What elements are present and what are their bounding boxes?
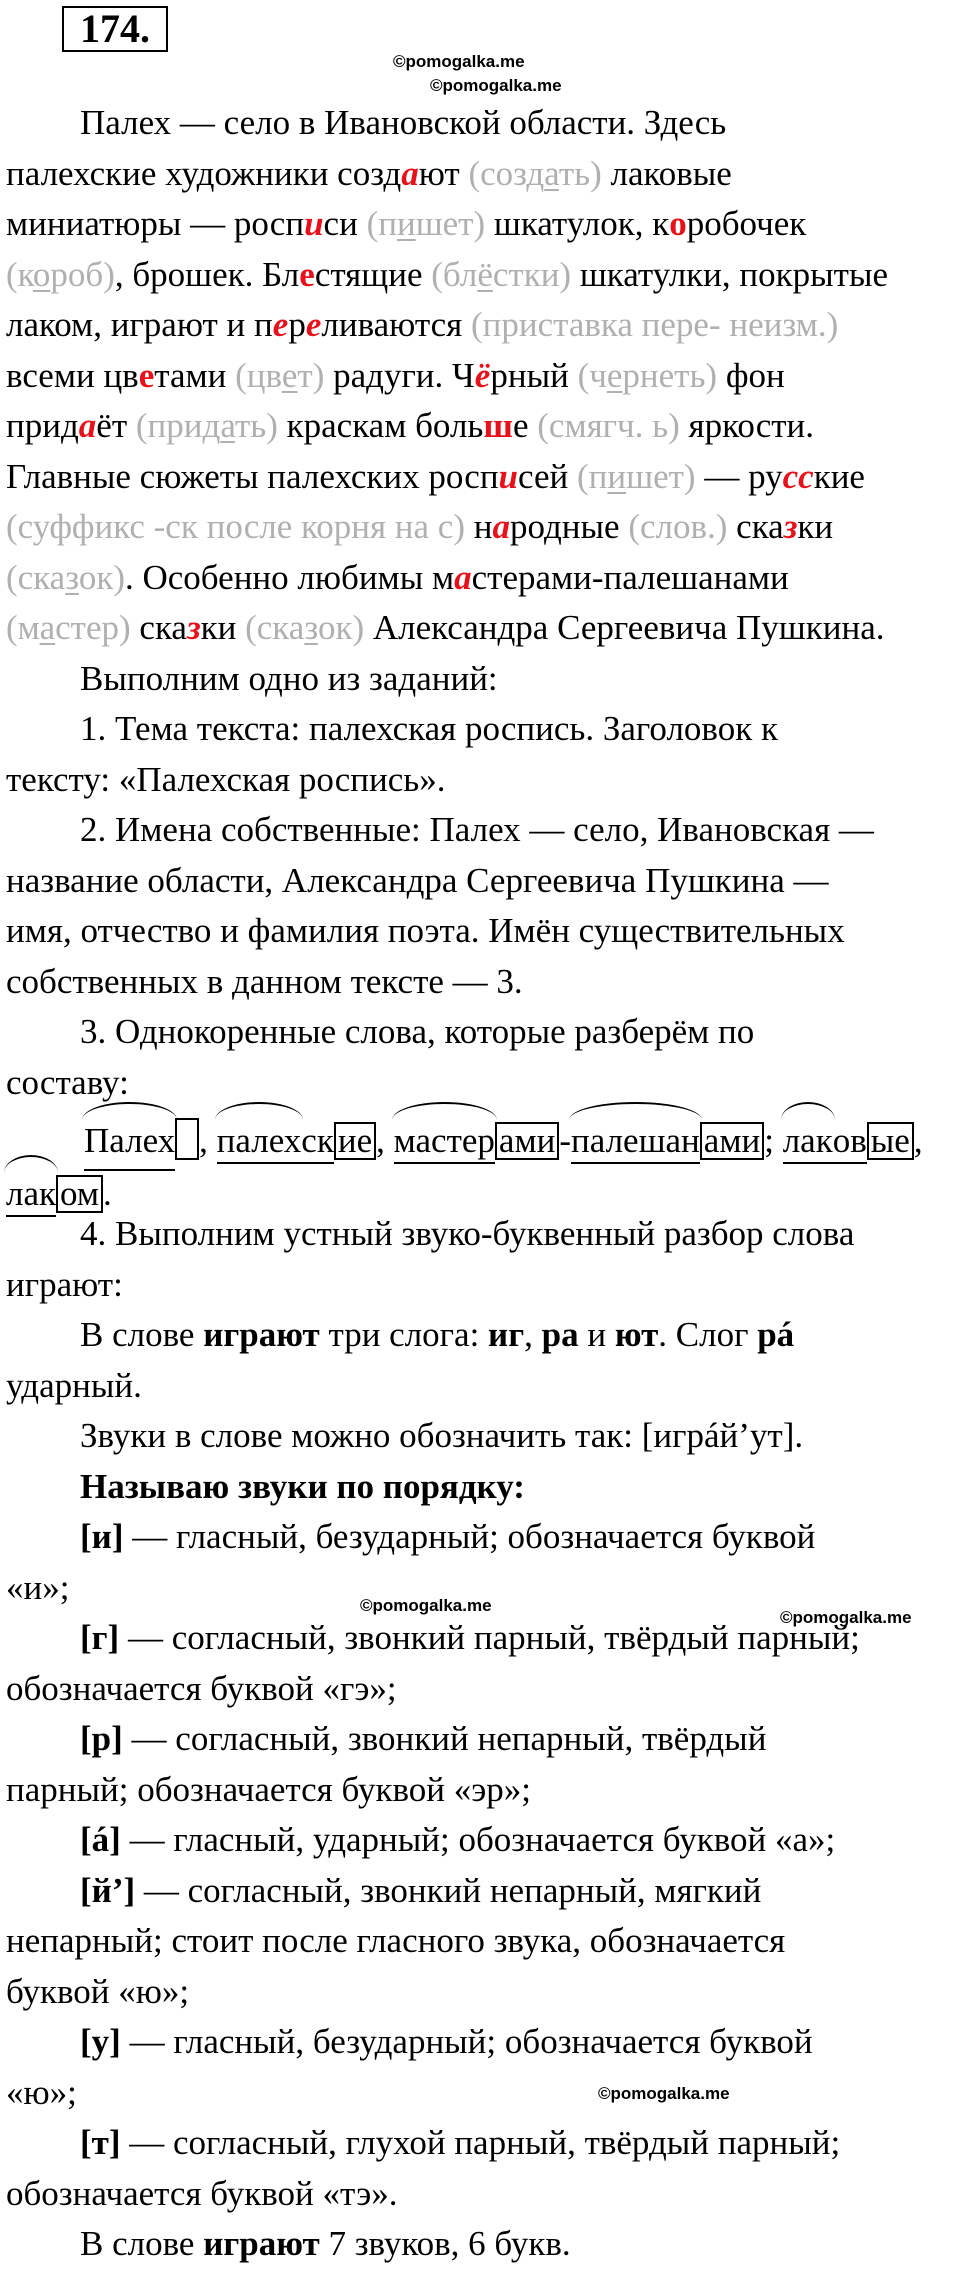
text-line: имя, отчество и фамилия поэта. Имён существительных <box>6 911 845 950</box>
word-base: лаков <box>783 1121 867 1164</box>
text-line: Главные сюжеты палехских росписей (пишет) — русские <box>6 456 865 496</box>
word-base <box>6 1174 56 1217</box>
text-line: Палех — село в Ивановской области. Здесь <box>80 103 727 142</box>
text-line: 3. Однокоренные слова, которые разберём по <box>80 1012 755 1051</box>
word-ending: ом <box>56 1175 103 1213</box>
word-root: палех <box>217 1116 302 1167</box>
word-root: палешан <box>571 1116 700 1167</box>
watermark: ©pomogalka.me <box>360 1596 492 1615</box>
word-ending: ие <box>334 1122 376 1160</box>
word-root: мастер <box>394 1116 495 1167</box>
text-line: 4. Выполним устный звуко-буквенный разбор слова <box>80 1214 855 1253</box>
text-line: В слове играют 7 звуков, 6 букв. <box>80 2224 571 2263</box>
text-line: Называю звуки по порядку: <box>80 1466 525 1506</box>
text-line: составу: <box>6 1062 129 1102</box>
text-line: миниатюры — росписи (пишет) шкатулок, коробочек <box>6 204 807 243</box>
word-ending: ые <box>867 1122 914 1160</box>
watermark: ©pomogalka.me <box>430 76 562 95</box>
word-ending: ами <box>495 1122 559 1160</box>
text-line: [у] — гласный, безударный; обозначается буквой <box>80 2022 813 2061</box>
text-line: тексту: «Палехская роспись». <box>6 759 446 799</box>
text-line: [г] — согласный, звонкий парный, твёрдый парный; <box>80 1618 860 1657</box>
text-line: [т] — согласный, глухой парный, твёрдый парный; <box>80 2123 841 2162</box>
text-line: Выполним одно из заданий: <box>80 658 498 698</box>
text-line: В слове играют три слога: иг, ра и ют. Слог рá <box>80 1315 795 1354</box>
text-line: 2. Имена собственные: Палех — село, Ивановская — <box>80 810 874 849</box>
word-base: палехск <box>217 1121 334 1164</box>
watermark: ©pomogalka.me <box>780 1608 912 1627</box>
task-number: 174. <box>62 6 168 52</box>
word-base <box>571 1121 700 1164</box>
text-line: [р] — согласный, звонкий непарный, твёрдый <box>80 1719 767 1758</box>
text-line: обозначается буквой «гэ»; <box>6 1668 397 1708</box>
text-line: [á] — гласный, ударный; обозначается буквой «а»; <box>80 1820 836 1859</box>
text-line: собственных в данном тексте — 3. <box>6 961 523 1001</box>
watermark: ©pomogalka.me <box>393 52 525 71</box>
word-root: лак <box>783 1116 833 1167</box>
text-line: обозначается буквой «тэ». <box>6 2173 398 2213</box>
word-root: лак <box>6 1169 56 1220</box>
text-line: [и] — гласный, безударный; обозначается буквой <box>80 1517 816 1556</box>
text-line: всеми цветами (цвет) радуги. Чёрный (чернеть) фон <box>6 355 785 395</box>
text-line: палехские художники создают (создать) лаковые <box>6 153 732 193</box>
word-ending: ами <box>700 1122 764 1160</box>
morpheme-parse-line: лак ом . <box>6 1159 956 1210</box>
word-ending <box>175 1118 199 1160</box>
text-line: 1. Тема текста: палехская роспись. Заголовок к <box>80 709 778 748</box>
text-line: «ю»; <box>6 2072 77 2112</box>
text-line: ударный. <box>6 1365 142 1405</box>
text-line: буквой «ю»; <box>6 1971 190 2011</box>
watermark: ©pomogalka.me <box>598 2084 730 2103</box>
word-root: Палех <box>84 1116 175 1171</box>
text-line: придаёт (придать) краскам больше (смягч. ь) яркости. <box>6 406 815 445</box>
text-line: парный; обозначается буквой «эр»; <box>6 1769 531 1809</box>
word-base <box>394 1121 495 1164</box>
text-line: непарный; стоит после гласного звука, обозначается <box>6 1921 786 1960</box>
text-line: (сказок). Особенно любимы мастерами-палешанами <box>6 557 789 597</box>
text-line: (суффикс -ск после корня на с) народные (слов.) сказки <box>6 507 834 546</box>
morpheme-parse-line: Палех , палехск ие , мастер ами -палешан ами ; лаков ые , <box>6 1108 956 1159</box>
document-text <box>6 98 956 2270</box>
text-line: (короб), брошек. Блестящие (блёстки) шкатулки, покрытые <box>6 254 888 294</box>
text-line: название области, Александра Сергеевича Пушкина — <box>6 860 829 900</box>
text-line: лаком, играют и переливаются (приставка пере- неизм.) <box>6 305 839 344</box>
text-line: «и»; <box>6 1567 70 1607</box>
text-line: (мастер) сказки (сказок) Александра Сергеевича Пушкина. <box>6 608 885 647</box>
text-line: играют: <box>6 1264 123 1304</box>
text-line: [й’] — согласный, звонкий непарный, мягкий <box>80 1870 762 1910</box>
text-line: Звуки в слове можно обозначить так: [игрáй’ут]. <box>80 1416 804 1455</box>
